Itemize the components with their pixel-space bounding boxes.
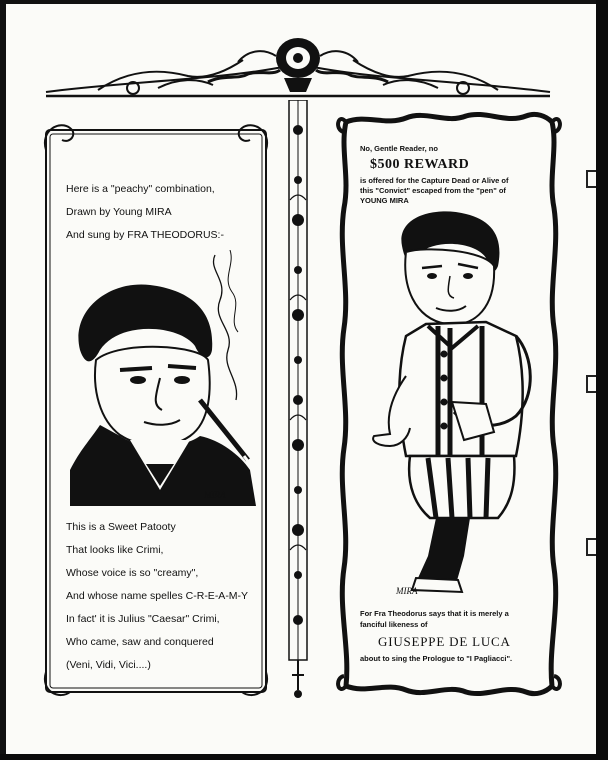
scan-edge-bottom (0, 754, 608, 760)
right-artist-signature: MIRA (396, 586, 418, 596)
reward-line-3: YOUNG MIRA (360, 196, 409, 205)
poem-line-7: (Veni, Vidi, Vici....) (66, 659, 151, 671)
reward-line-2: this "Convict" escaped from the "pen" of (360, 186, 506, 195)
reader-line: No, Gentle Reader, no (360, 144, 438, 153)
reward-line-1: is offered for the Capture Dead or Alive of (360, 176, 509, 185)
poem-line-4: And whose name spelles C-R-E-A-M-Y (66, 590, 249, 602)
poem-line-6: Who came, saw and conquered (66, 636, 214, 648)
poem-line-2: That looks like Crimi, (66, 544, 164, 556)
intro-line-1: Here is a "peachy" combination, (66, 183, 215, 195)
reward-heading: $500 REWARD (370, 157, 470, 172)
intro-line-2: Drawn by Young MIRA (66, 206, 172, 218)
prologue-line: about to sing the Prologue to "I Pagliacci". (360, 654, 513, 663)
binding-clip (586, 170, 596, 188)
crimi-caricature (60, 250, 266, 506)
poem-line-3: Whose voice is so "creamy", (66, 567, 199, 579)
de-luca-convict-caricature (366, 206, 542, 604)
binding-clip (586, 538, 596, 556)
header-ornament (38, 30, 558, 100)
poem-line-1: This is a Sweet Patooty (66, 521, 176, 533)
intro-line-3: And sung by FRA THEODORUS:- (66, 229, 224, 241)
left-artist-signature: MIRA (204, 490, 226, 500)
binding-clip (586, 375, 596, 393)
scan-edge-right (596, 0, 608, 760)
giuseppe-de-luca-name: GIUSEPPE DE LUCA (378, 634, 511, 649)
fancy-line-2: fanciful likeness of (360, 620, 428, 629)
poem-line-5: In fact' it is Julius "Caesar" Crimi, (66, 613, 220, 625)
fancy-line-1: For Fra Theodorus says that it is merely a (360, 609, 509, 618)
center-ornament-column (286, 100, 310, 700)
